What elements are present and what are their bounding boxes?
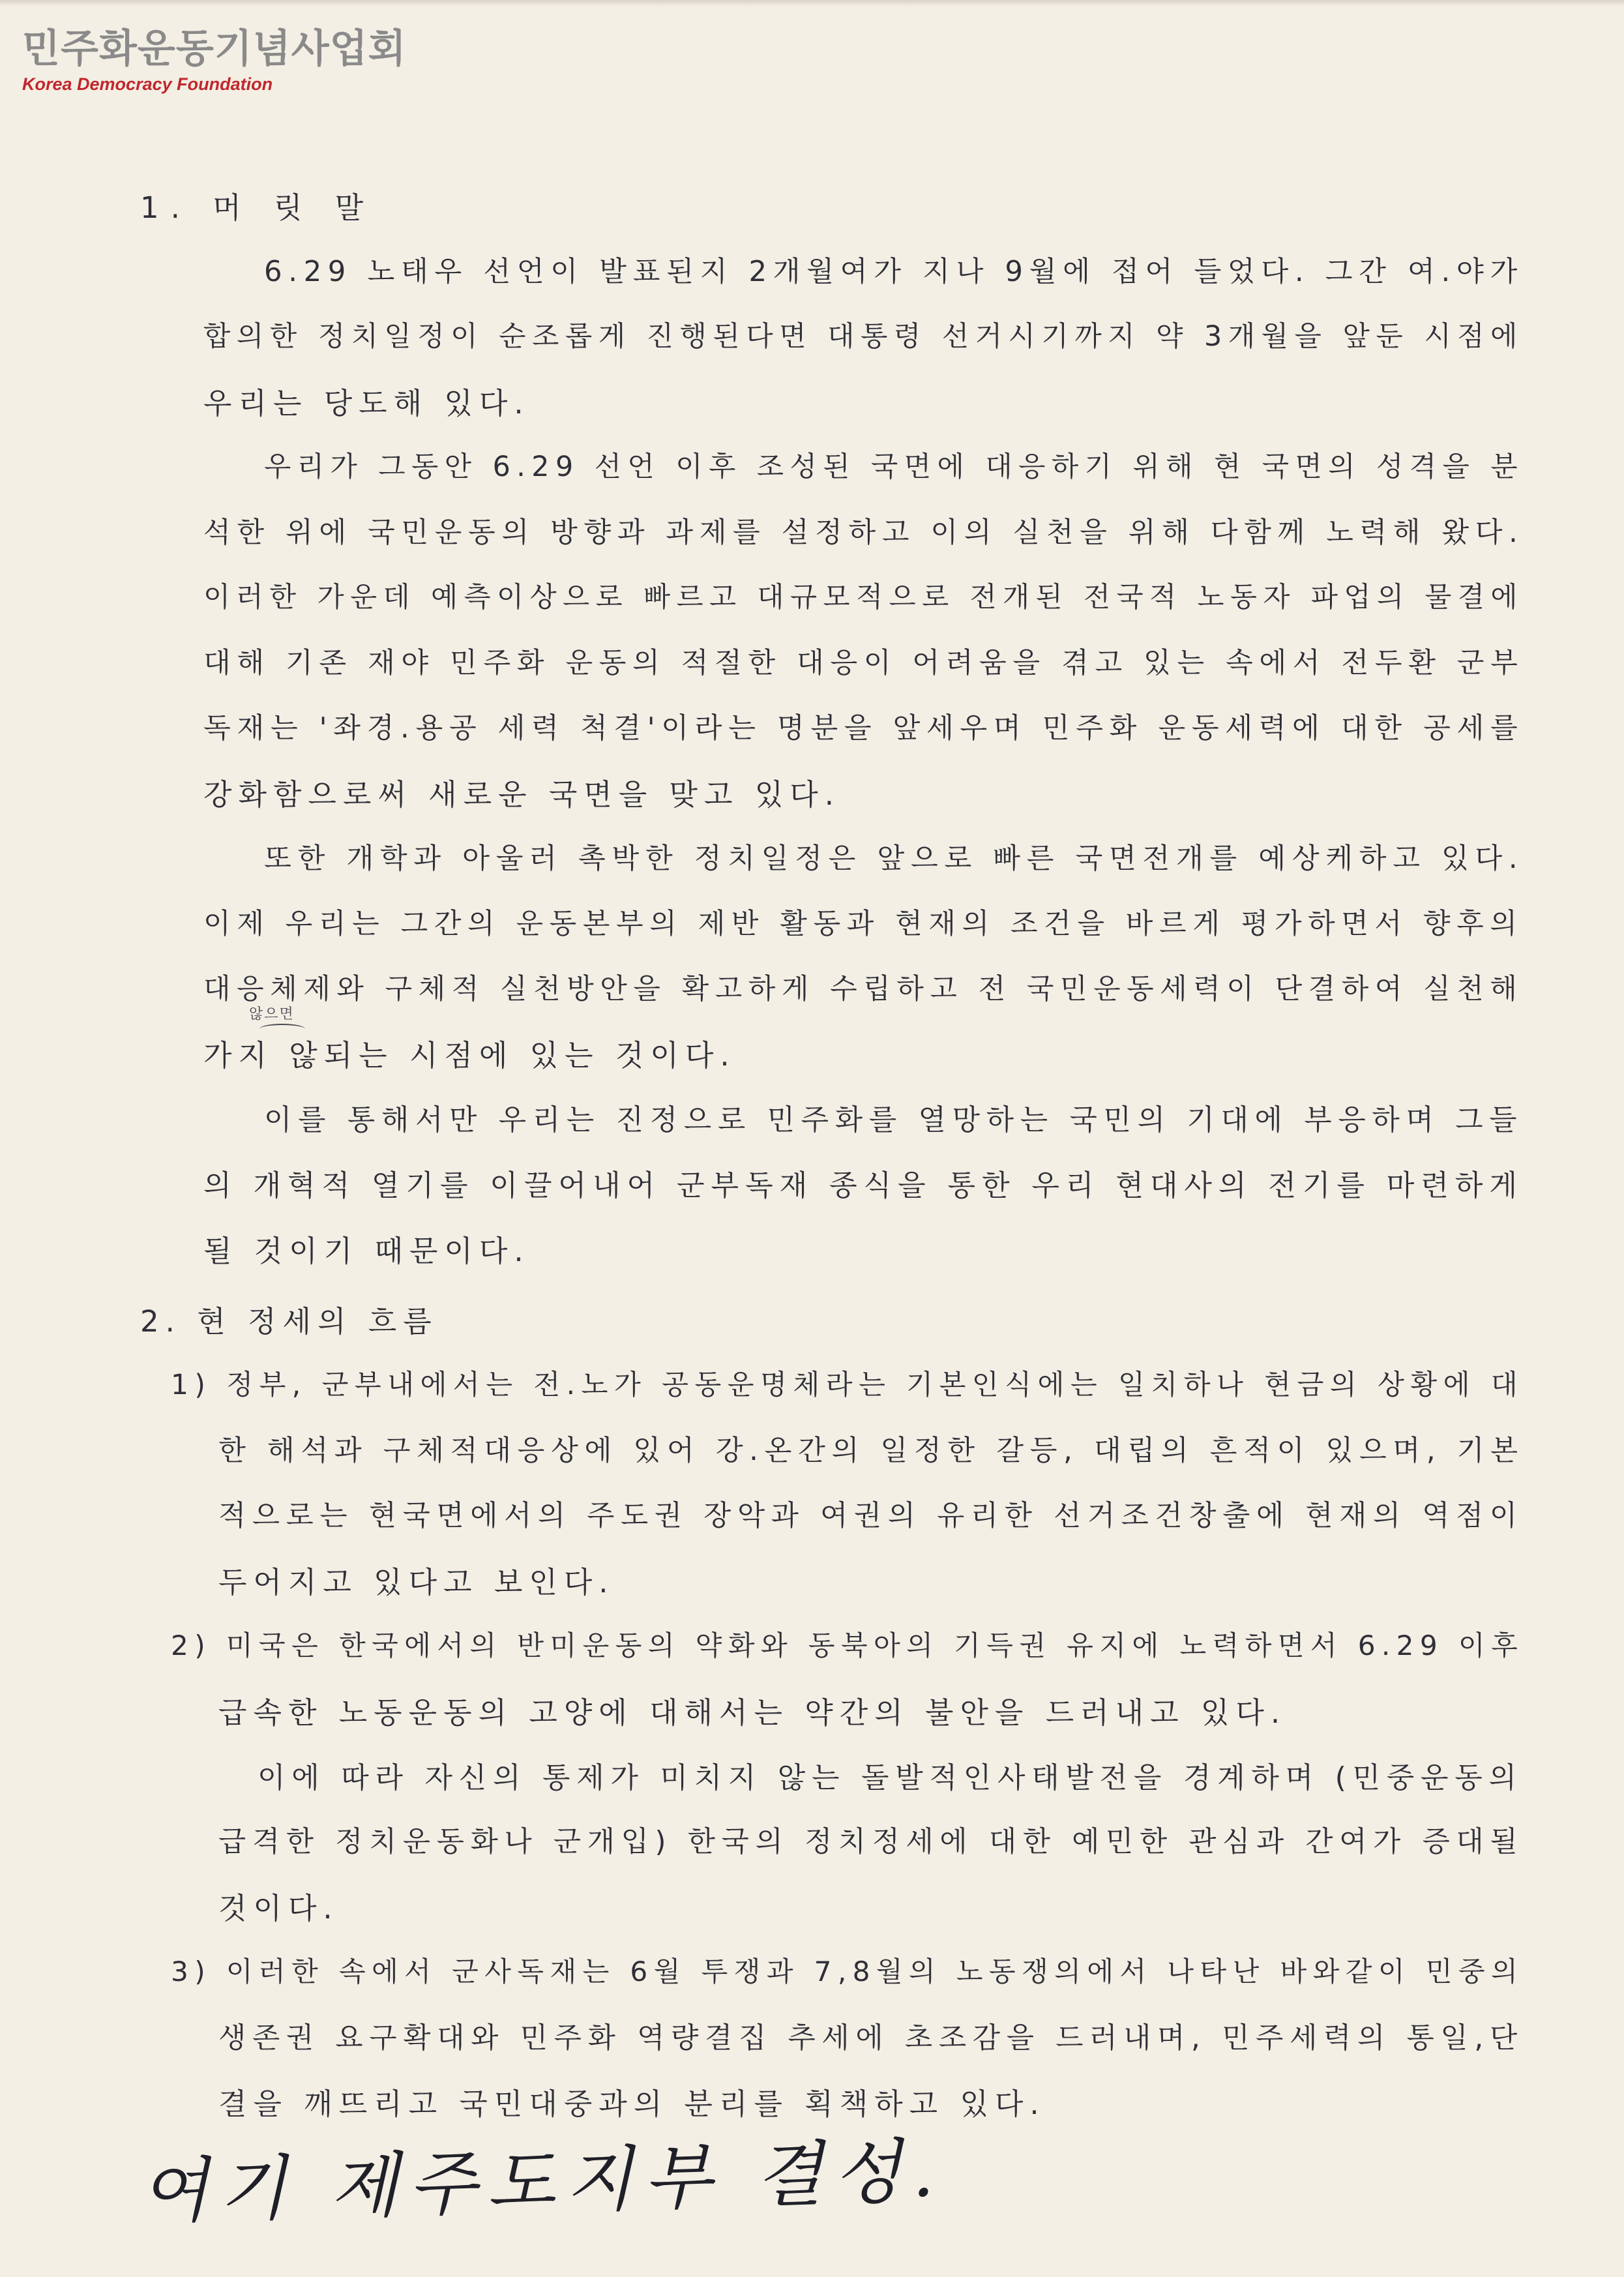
section2-line: 결을 깨뜨리고 국민대중과의 분리를 획책하고 있다. <box>218 2087 1046 2121</box>
section1-line: 독재는 '좌경.용공 세력 척결'이라는 명분을 앞세우며 민주화 운동세력에 대한 공세를 <box>203 712 1524 745</box>
section1-line: 대해 기존 재야 민주화 운동의 적절한 대응이 어려움을 겪고 있는 속에서 전두환 군부 <box>203 647 1524 679</box>
watermark-korean: 민주화운동기념사업회 <box>22 26 407 72</box>
section2-line: 생존권 요구확대와 민주화 역량결집 추세에 초조감을 드러내며, 민주세력의 통일,단 <box>218 2021 1524 2055</box>
section2-line: 두어지고 있다고 보인다. <box>218 1565 615 1600</box>
section2-line: 2) 미국은 한국에서의 반미운동의 약화와 동북아의 기득권 유지에 노력하면서 6.29 이후 <box>171 1630 1524 1661</box>
section1-line: 의 개혁적 열기를 이끌어내어 군부독재 종식을 통한 우리 현대사의 전기를 마련하게 <box>203 1169 1524 1202</box>
section1-line: 이러한 가운데 예측이상으로 빠르고 대규모적으로 전개된 전국적 노동자 파업의 물결에 <box>203 582 1524 614</box>
section2-line: 1) 정부, 군부내에서는 전.노가 공동운명체라는 기본인식에는 일치하나 현금의 상황에 대 <box>171 1369 1524 1401</box>
section2-line: 이에 따라 자신의 통제가 미치지 않는 돌발적인사태발전을 경계하며 (민중운동의 <box>258 1761 1523 1794</box>
section1-line: 될 것이기 때문이다. <box>203 1234 530 1268</box>
section1-line: 가지 않되는 시점에 있는 것이다. <box>203 1038 736 1073</box>
section2-line: 급격한 정치운동화나 군개입) 한국의 정치정세에 대한 예민한 관심과 간여가 증대될 <box>218 1825 1524 1858</box>
section1-line: 또한 개학과 아울러 촉박한 정치일정은 앞으로 빠른 국면전개를 예상케하고 있다. <box>264 842 1524 875</box>
section1-line: 강화함으로써 새로운 국면을 맞고 있다. <box>203 777 841 812</box>
handwritten-insert: 않으면 <box>249 1006 295 1022</box>
section1-line: 석한 위에 국민운동의 방향과 과제를 설정하고 이의 실천을 위해 다함께 노력해 왔다. <box>203 516 1524 549</box>
section1-line: 우리가 그동안 6.29 선언 이후 조성된 국면에 대응하기 위해 현 국면의 성격을 분 <box>264 451 1524 483</box>
section2-line: 것이다. <box>218 1891 339 1926</box>
section1-line: 이제 우리는 그간의 운동본부의 제반 활동과 현재의 조건을 바르게 평가하면서 향후의 <box>203 908 1524 940</box>
section1-heading: 1. 머 릿 말 <box>140 190 376 225</box>
section2-line: 한 해석과 구체적대응상에 있어 강.온간의 일정한 갈등, 대립의 흔적이 있으며, 기본 <box>218 1435 1524 1467</box>
section2-line: 적으로는 현국면에서의 주도권 장악과 여권의 유리한 선거조건창출에 현재의 역점이 <box>218 1499 1524 1532</box>
handwritten-note: 여기 제주도지부 결성. <box>139 2130 946 2233</box>
section2-line: 급속한 노동운동의 고양에 대해서는 약간의 불안을 드러내고 있다. <box>218 1695 1287 1730</box>
watermark-english: Korea Democracy Foundation <box>22 74 273 94</box>
section1-line: 대응체제와 구체적 실천방안을 확고하게 수립하고 전 국민운동세력이 단결하여 실천해 <box>203 973 1524 1005</box>
section2-line: 3) 이러한 속에서 군사독재는 6월 투쟁과 7,8월의 노동쟁의에서 나타난 바와같이 민중의 <box>171 1956 1524 1987</box>
section1-line: 6.29 노태우 선언이 발표된지 2개월여가 지나 9월에 접어 들었다. 그간 여.야가 <box>264 256 1524 288</box>
section1-line: 이를 통해서만 우리는 진정으로 민주화를 열망하는 국민의 기대에 부응하며 그들 <box>264 1103 1524 1137</box>
section2-heading: 2. 현 정세의 흐름 <box>140 1304 438 1339</box>
section1-line: 합의한 정치일정이 순조롭게 진행된다면 대통령 선거시기까지 약 3개월을 앞둔 시점에 <box>203 320 1524 353</box>
section1-line: 우리는 당도해 있다. <box>203 386 530 421</box>
